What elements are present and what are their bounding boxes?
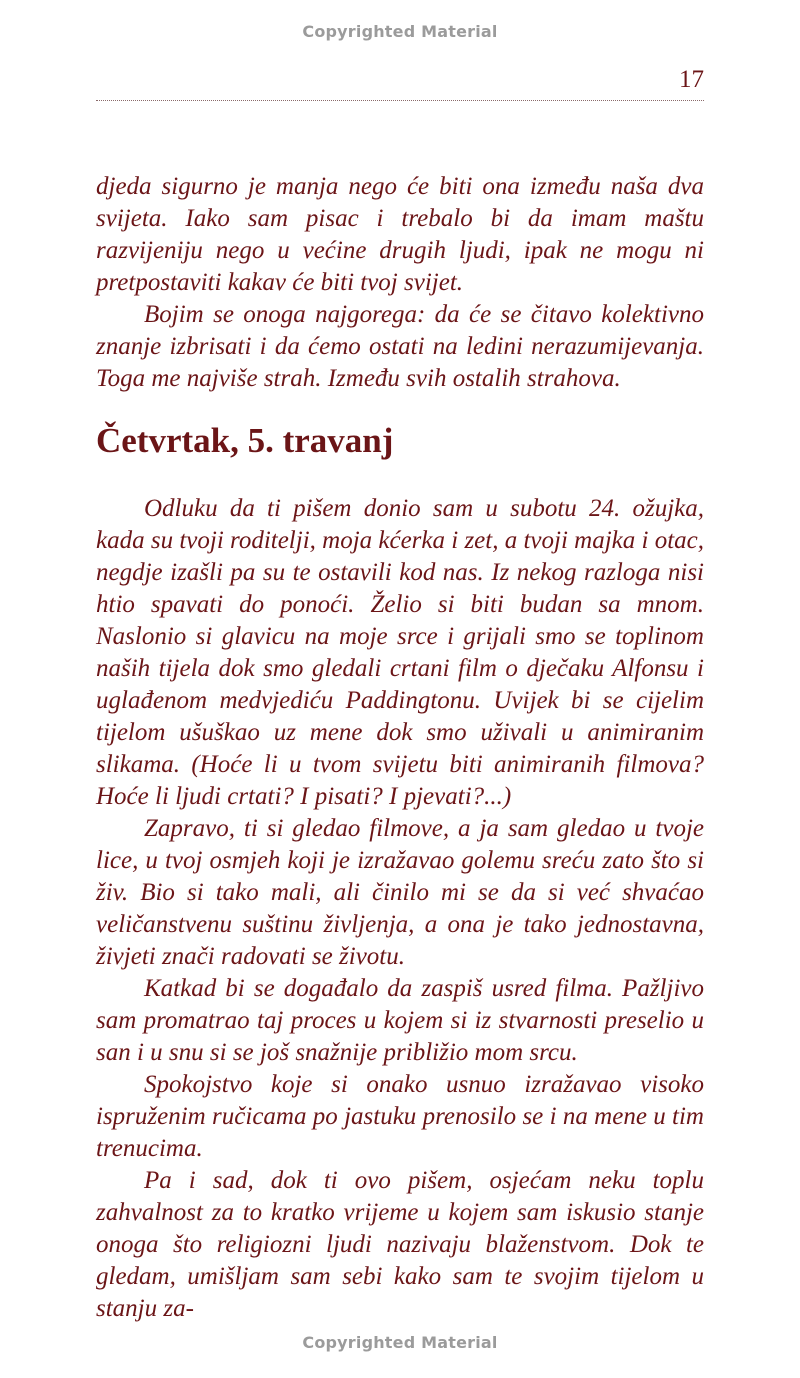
body-paragraph: Bojim se onoga najgorega: da će se čitavo kolektivno znanje izbrisati i da ćemo ostati na ledini nerazumijevanja. Toga me najviše strah. Između svih ostalih strahova. [96,301,704,392]
section-heading-wrapper [96,419,704,463]
body-paragraph: Pa i sad, dok ti ovo pišem, osjećam neku toplu zahvalnost za to kratko vrijeme u kojem sam iskusio stanje onoga što religiozni ljudi nazivaju blaženstvom. Dok te gledam, umišljam sam sebi kako sam te svojim tijelom u stanju za- [96,1167,704,1322]
body-paragraph: Odluku da ti pišem donio sam u subotu 24. ožujka, kada su tvoji roditelji, moja kćerka i zet, a tvoji majka i otac, negdje izašli pa su te ostavili kod nas. Iz nekog razloga nisi htio spavati do ponoći. Želio si biti budan sa mnom. Naslonio si glavicu na moje srce i grijali smo se toplinom naših tijela dok smo gledali crtani film o dječaku Alfonsu i uglađenom medvjediću Paddingtonu. Uvijek bi se cijelim tijelom ušuškao uz mene dok smo uživali u animiranim slikama. (Hoće li u tvom svijetu biti animiranih filmova? Hoće li ljudi crtati? I pisati? I pjevati?...) [96,495,704,810]
body-paragraph: Katkad bi se događalo da zaspiš usred filma. Pažljivo sam promatrao taj proces u kojem si iz stvarnosti preselio u san i u snu si se još snažnije približio mom srcu. [96,975,704,1066]
copyright-watermark-bottom: Copyrighted Material [302,1333,498,1352]
section-heading: Četvrtak, 5. travanj [96,421,394,460]
body-paragraph: Spokojstvo koje si onako usnuo izražavao visoko ispruženim ručicama po jastuku prenosilo se i na mene u tim trenucima. [96,1071,704,1162]
page-body [96,171,704,1325]
body-paragraph: djeda sigurno je manja nego će biti ona između naša dva svijeta. Iako sam pisac i trebalo bi da imam maštu razvijeniju nego u većine drugih ljudi, ipak ne mogu ni pretpostaviti kakav će biti tvoj svijet. [96,173,704,296]
page-number: 17 [679,66,704,93]
copyright-watermark-top: Copyrighted Material [302,22,498,41]
header-divider [96,100,704,101]
body-paragraph: Zapravo, ti si gledao filmove, a ja sam gledao u tvoje lice, u tvoj osmjeh koji je izražavao golemu sreću zato što si živ. Bio si tako mali, ali činilo mi se da si već shvaćao veličanstvenu suštinu življenja, a ona je tako jednostavna, živjeti znači radovati se životu. [96,815,704,970]
